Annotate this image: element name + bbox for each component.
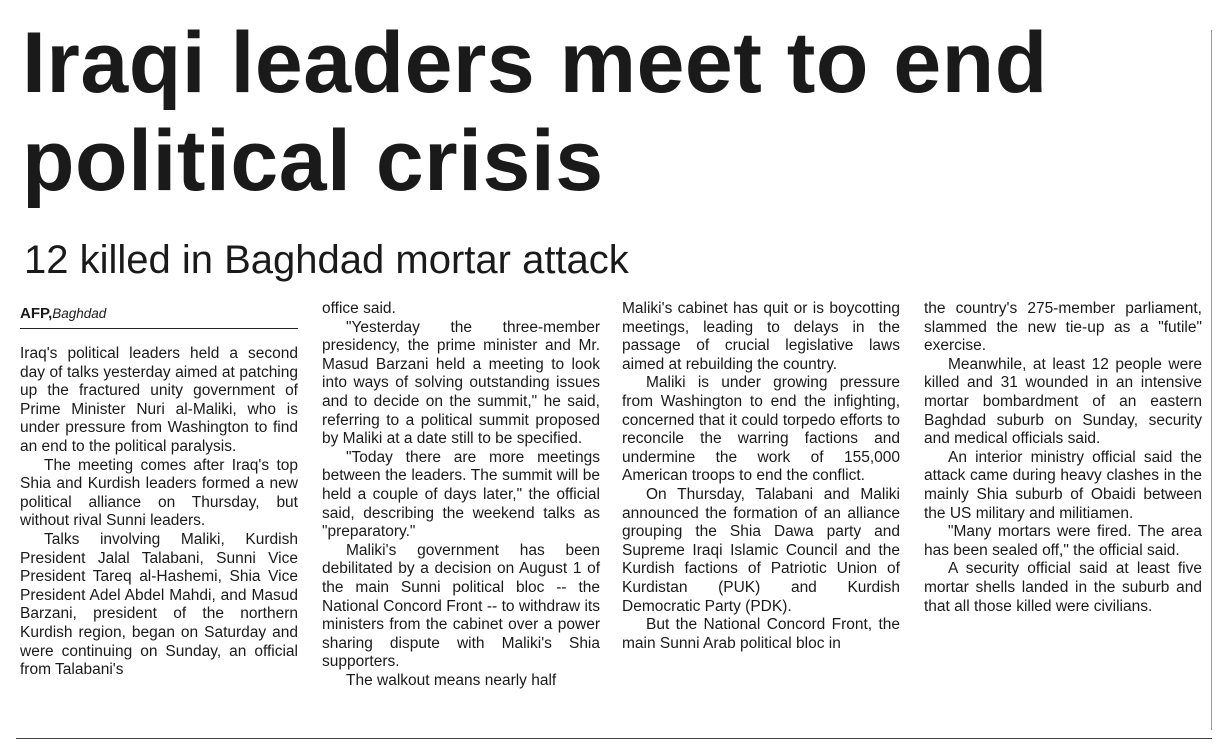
article-column-2 <box>322 300 600 690</box>
article-column-1 <box>20 302 298 680</box>
article-column-4 <box>924 300 1202 616</box>
article-column-3 <box>622 300 900 653</box>
paragraph: On Thursday, Talabani and Maliki announced the formation of an alliance grouping the Shia Dawa party and Supreme Iraqi Islamic Council and the Kurdish factions of Patriotic Union of Kurdistan (PUK) and Kurdish Democratic Party (PDK). <box>622 485 900 615</box>
paragraph: Talks involving Maliki, Kurdish President Jalal Talabani, Sunni Vice President Tareq al-Hashemi, Shia Vice President Adel Abdel Mahdi, and Masud Barzani, president of the northern Kurdish region, began on Saturday and were continuing on Sunday, an official from Talabani's <box>20 530 298 679</box>
paragraph: office said. <box>322 300 396 317</box>
right-edge-rule <box>1211 30 1212 730</box>
paragraph: But the National Concord Front, the main Sunni Arab political bloc in <box>622 616 900 652</box>
byline-dateline: Baghdad <box>52 306 107 321</box>
paragraph: Maliki's cabinet has quit or is boycotting meetings, leading to delays in the passage of crucial legislative laws aimed at rebuilding the country. <box>622 300 900 373</box>
paragraph: "Many mortars were fired. The area has been sealed off," the official said. <box>924 523 1202 559</box>
paragraph: Maliki is under growing pressure from Washington to end the infighting, concerned that it could torpedo efforts to reconcile the warring factions and undermine the work of 155,000 American troops to end the conflict. <box>622 374 900 485</box>
subheadline: 12 killed in Baghdad mortar attack <box>24 238 629 282</box>
paragraph: Meanwhile, at least 12 people were killed and 31 wounded in an intensive mortar bombardment of an eastern Baghdad suburb on Sunday, security and medical officials said. <box>924 355 1202 448</box>
paragraph: "Yesterday the three-member presidency, the prime minister and Mr. Masud Barzani held a meeting to look into ways of solving outstanding issues and to decide on the summit," he said, referring to a political summit proposed by Maliki at a date still to be specified. <box>322 318 600 448</box>
paragraph: "Today there are more meetings between the leaders. The summit will be held a couple of days later," the official said, describing the weekend talks as "preparatory." <box>322 448 600 541</box>
paragraph: the country's 275-member parliament, slammed the new tie-up as a "futile" exercise. <box>924 300 1202 355</box>
byline-agency: AFP, <box>20 305 53 322</box>
paragraph: Iraq's political leaders held a second day of talks yesterday aimed at patching up the fractured unity government of Prime Minister Nuri al-Maliki, who is under pressure from Washington to find an end to the political paralysis. <box>20 345 298 455</box>
byline <box>20 302 298 329</box>
paragraph: A security official said at least five mortar shells landed in the suburb and that all those killed were civilians. <box>924 560 1202 615</box>
paragraph: The meeting comes after Iraq's top Shia and Kurdish leaders formed a new political alliance on Thursday, but without rival Sunni leaders. <box>20 456 298 530</box>
paragraph: The walkout means nearly half <box>346 671 557 689</box>
headline: Iraqi leaders meet to end political crisis <box>22 15 1048 209</box>
bottom-rule <box>16 738 1212 739</box>
paragraph: An interior ministry official said the attack came during heavy clashes in the mainly Shia suburb of Obaidi between the US military and militiamen. <box>924 448 1202 522</box>
paragraph: Maliki's government has been debilitated by a decision on August 1 of the main Sunni political bloc -- the National Concord Front -- to withdraw its ministers from the cabinet over a power sharing dispute with Maliki's Shia supporters. <box>322 541 600 671</box>
